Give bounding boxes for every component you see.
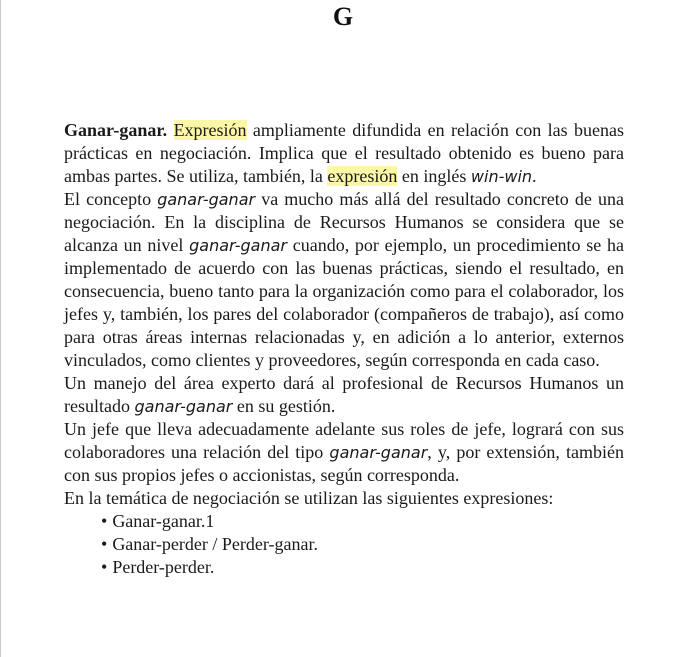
italic-term: ganar-ganar — [157, 190, 256, 209]
text: , y, por extensión, también con sus propios jefes o accionistas, según corresponda. — [64, 442, 624, 485]
list-item-text: Ganar-ganar.1 — [112, 511, 215, 531]
expressions-list — [64, 510, 624, 579]
list-item — [101, 533, 624, 556]
text: cuando, por ejemplo, un procedimiento se ha implementado de acuerdo con las buenas prácticas, siendo el resultado, en consecuencia, bueno tanto para la organización como para el colaborador, los jefes y, también, los pares del colaborador (compañeros de trabajo), así como para otras áreas internas relacionadas y, en adición a lo anterior, externos vinculados, como clientes y proveedores, según corresponda en cada caso. — [64, 235, 624, 370]
text: Un jefe que lleva adecuadamente adelante sus roles de jefe, logrará con sus colaboradores una relación del tipo — [64, 419, 624, 462]
text: . — [532, 166, 537, 186]
list-item-text: Ganar-perder / Perder-ganar. — [112, 534, 318, 554]
text: ampliamente difundida en relación con las buenas prácticas en negociación. Implica que el resultado obtenido es bueno para ambas partes. Se utiliza, también, la — [64, 120, 624, 186]
highlighted-word[interactable]: Expresión — [173, 120, 247, 140]
list-item — [101, 510, 624, 533]
italic-term: ganar-ganar — [189, 236, 287, 255]
italic-term: ganar-ganar — [329, 443, 428, 462]
section-letter-heading: G — [332, 2, 354, 31]
text: en su gestión. — [232, 396, 336, 416]
paragraph-jefe — [64, 418, 624, 487]
glossary-term: Ganar-ganar. — [64, 120, 168, 140]
paragraph-concept — [64, 188, 624, 372]
italic-term: win-win — [470, 167, 533, 186]
text: Un manejo del área experto dará al profesional de Recursos Humanos un resultado — [64, 373, 624, 416]
highlighted-word[interactable]: expresión — [327, 166, 398, 186]
text: en inglés — [397, 166, 471, 186]
text: El concepto — [64, 189, 158, 209]
italic-term: ganar-ganar — [134, 397, 233, 416]
list-item — [101, 556, 624, 579]
text: va mucho más allá del resultado concreto de una negociación. En la disciplina de Recursos Humanos se considera que se alcanza un nivel — [64, 189, 624, 255]
paragraph-manejo — [64, 372, 624, 418]
paragraph-definition — [64, 119, 624, 188]
document-body — [64, 119, 624, 579]
text: En la temática de negociación se utilizan las siguientes expresiones: — [64, 488, 554, 508]
paragraph-expresiones — [64, 487, 624, 510]
list-item-text: Perder-perder. — [112, 557, 215, 577]
page-left-border — [0, 0, 1, 657]
